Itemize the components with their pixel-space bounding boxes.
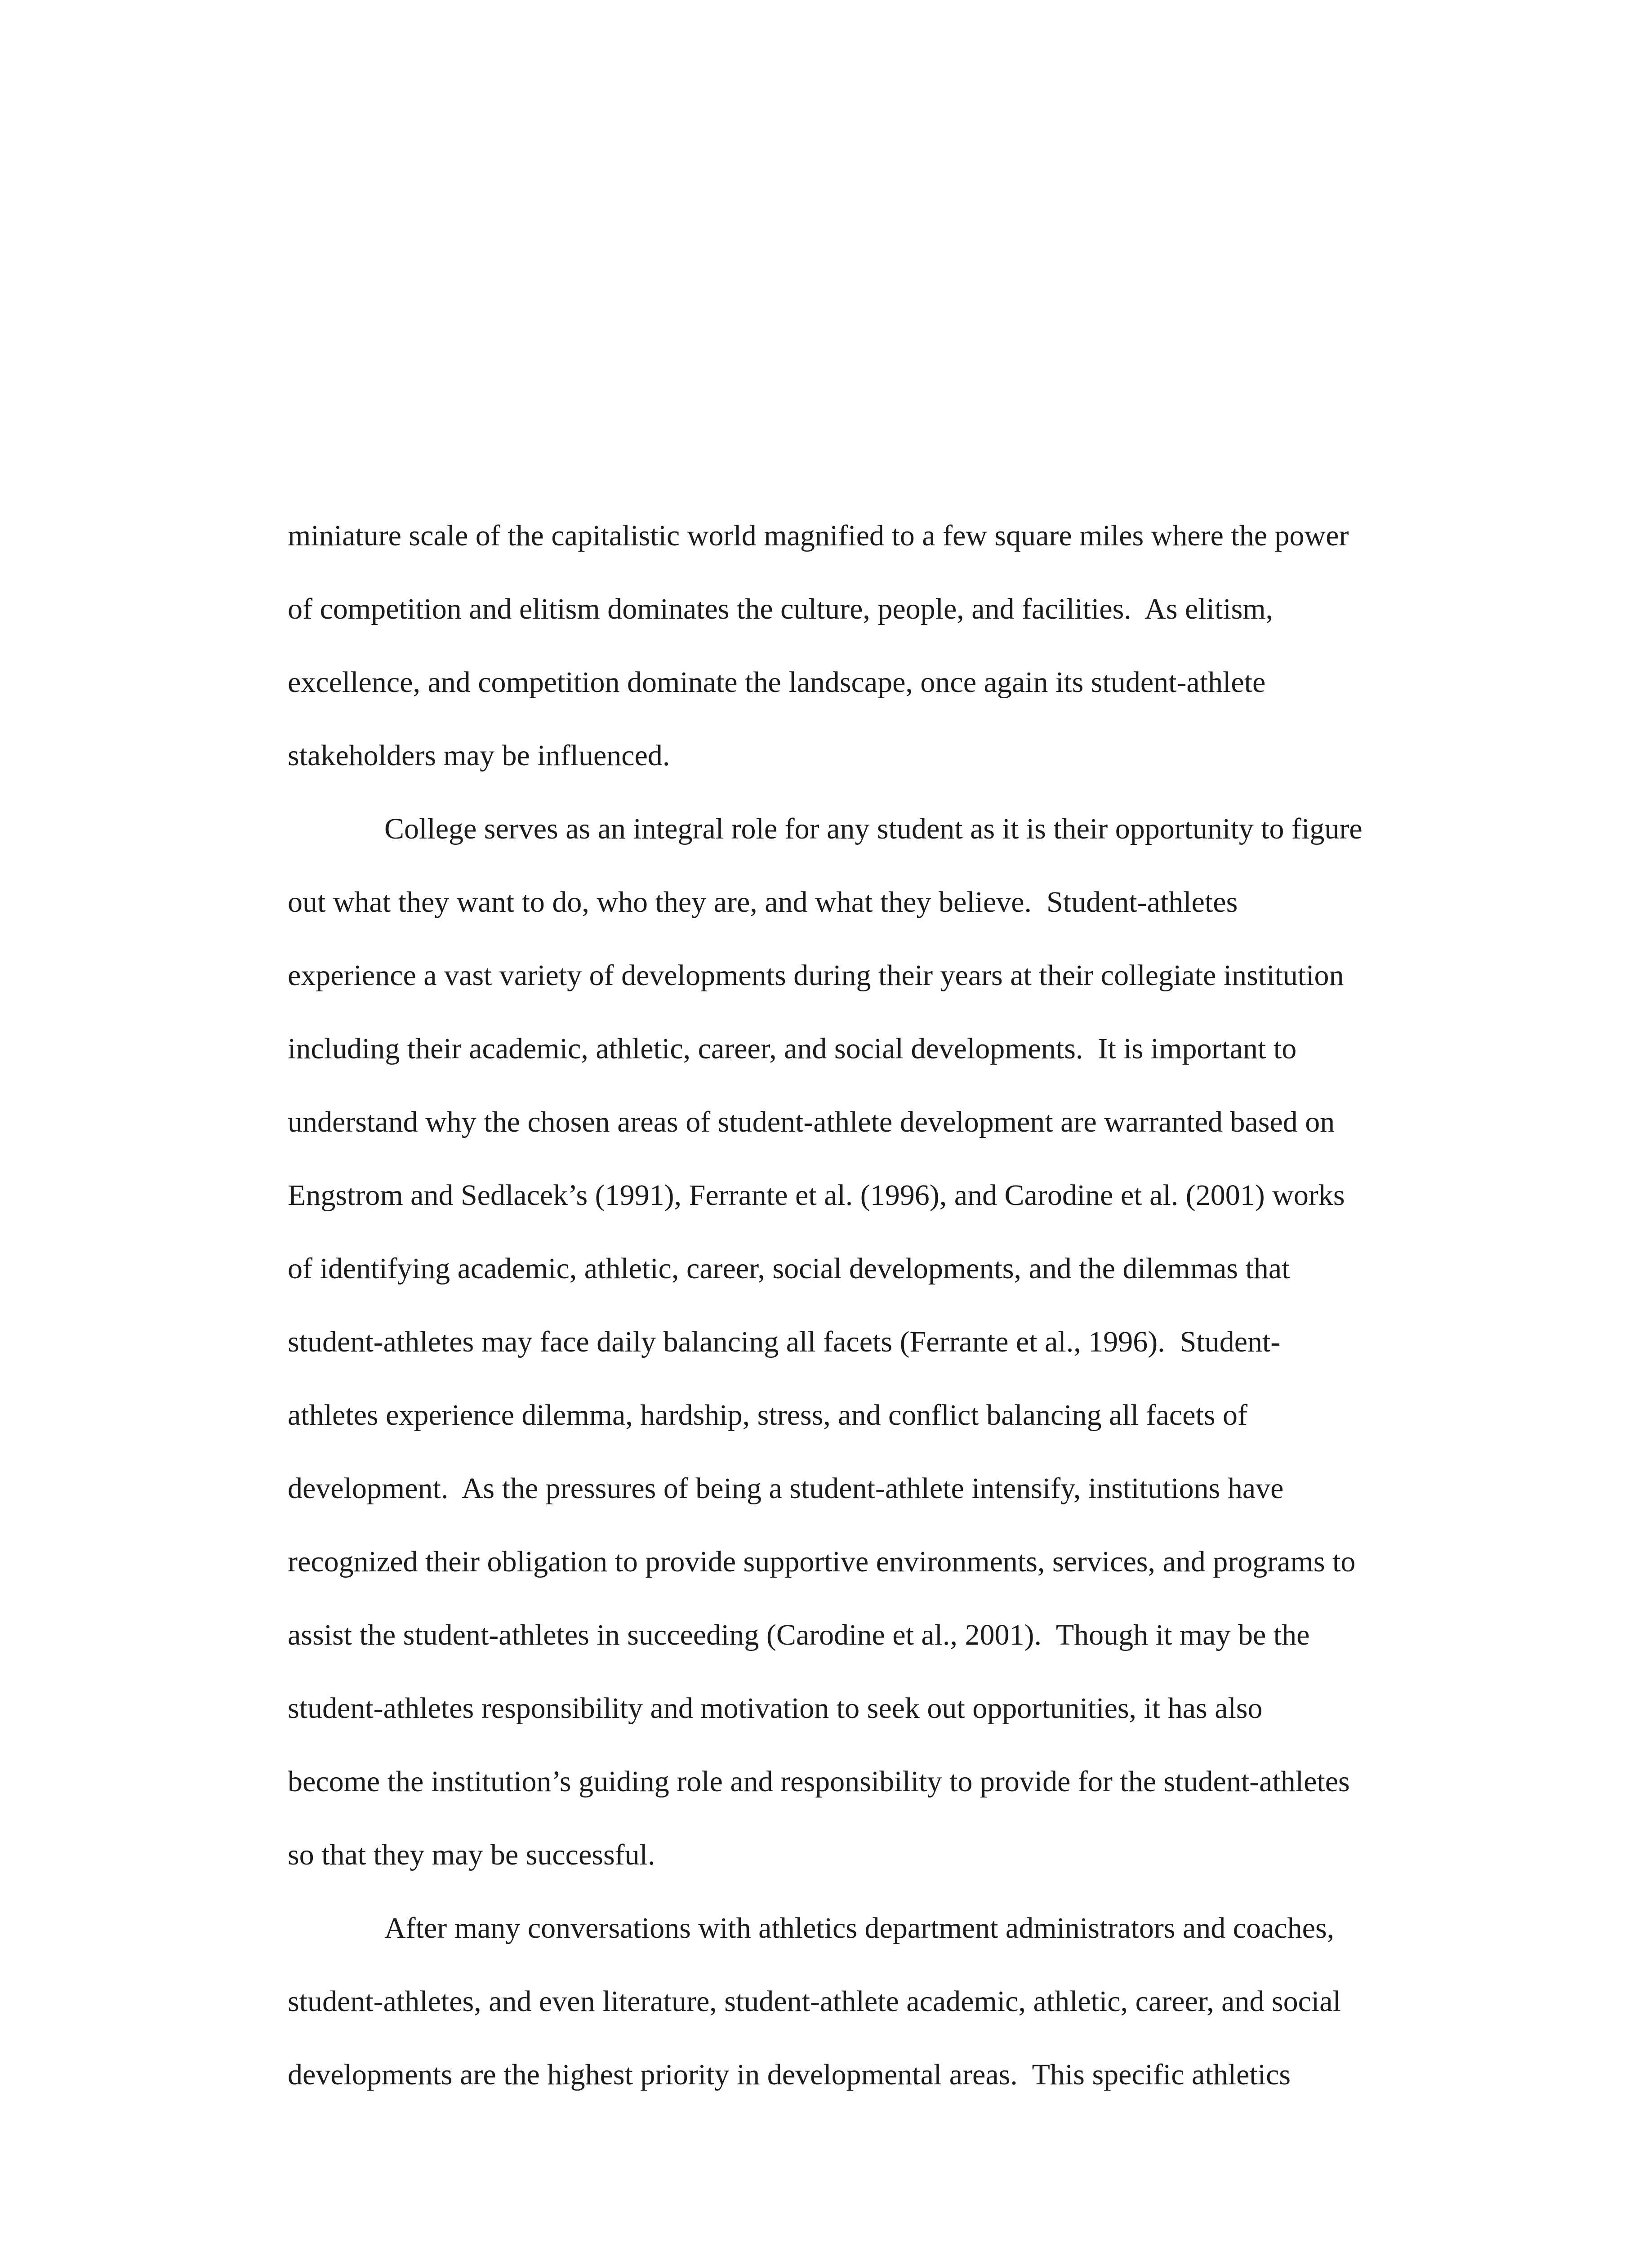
- text-line: of competition and elitism dominates the culture, people, and facilities. As elitism,: [288, 593, 1274, 625]
- text-line: athletes experience dilemma, hardship, stress, and conflict balancing all facets of: [288, 1399, 1248, 1432]
- paragraph-first-line: After many conversations with athletics department administrators and coaches,: [384, 1912, 1335, 1945]
- text-line: excellence, and competition dominate the landscape, once again its student-athlete: [288, 666, 1266, 699]
- text-line: Engstrom and Sedlacek’s (1991), Ferrante et al. (1996), and Carodine et al. (2001) works: [288, 1179, 1345, 1212]
- text-line: assist the student-athletes in succeeding (Carodine et al., 2001). Though it may be the: [288, 1619, 1310, 1651]
- text-line: out what they want to do, who they are, and what they believe. Student-athletes: [288, 886, 1238, 919]
- text-line: developments are the highest priority in developmental areas. This specific athletics: [288, 2058, 1291, 2091]
- text-line: experience a vast variety of developments during their years at their collegiate institution: [288, 959, 1344, 992]
- text-line: understand why the chosen areas of student-athlete development are warranted based on: [288, 1106, 1335, 1138]
- text-line: student-athletes may face daily balancing all facets (Ferrante et al., 1996). Student-: [288, 1325, 1281, 1358]
- text-line: development. As the pressures of being a student-athlete intensify, institutions have: [288, 1472, 1284, 1505]
- text-line: including their academic, athletic, career, and social developments. It is important to: [288, 1032, 1297, 1065]
- paragraph-first-line: College serves as an integral role for any student as it is their opportunity to figure: [384, 812, 1363, 845]
- text-line: become the institution’s guiding role and responsibility to provide for the student-athletes: [288, 1765, 1350, 1798]
- text-line: of identifying academic, athletic, career, social developments, and the dilemmas that: [288, 1252, 1290, 1285]
- text-line: miniature scale of the capitalistic world magnified to a few square miles where the power: [288, 519, 1349, 552]
- text-line: student-athletes, and even literature, student-athlete academic, athletic, career, and social: [288, 1985, 1341, 2018]
- body-text: [288, 499, 1447, 2111]
- text-line: so that they may be successful.: [288, 1838, 655, 1871]
- text-line: stakeholders may be influenced.: [288, 739, 670, 772]
- text-line: student-athletes responsibility and motivation to seek out opportunities, it has also: [288, 1692, 1263, 1725]
- text-line: recognized their obligation to provide supportive environments, services, and programs to: [288, 1545, 1356, 1578]
